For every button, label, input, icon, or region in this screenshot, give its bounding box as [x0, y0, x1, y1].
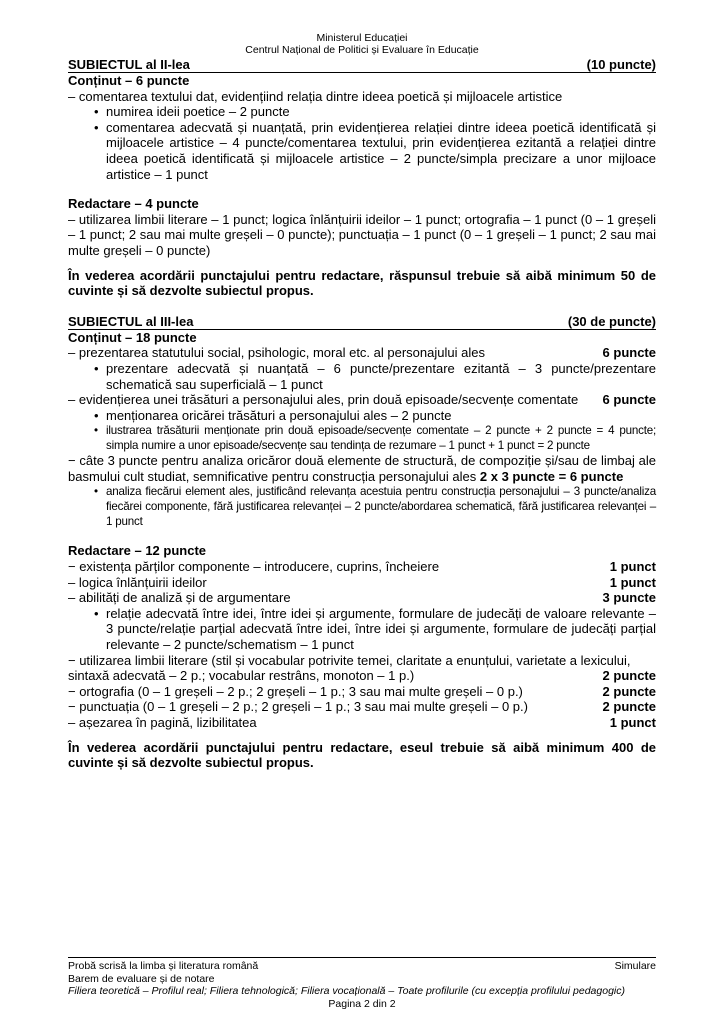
s3-criterion-2-bullet-2: • ilustrarea trăsăturii menționate prin două episoade/secvențe comentate – 2 puncte + 2 puncte = 4 puncte; simpla numire a unor episoade/secvențe sau tendința de rezumare – 1 punct + 1 punct = 2 puncte	[90, 423, 656, 453]
s3-criterion-2: – evidențierea unei trăsături a personajului ales, prin două episoade/secvențe comentate 6 puncte	[68, 392, 656, 408]
s3-redactare-title: Redactare – 12 puncte	[68, 543, 207, 559]
section-2-points: (10 puncte)	[586, 57, 656, 72]
s2-redactare-text: – utilizarea limbii literare – 1 punct; logica înlănțuirii ideilor – 1 punct; ortografia – 1 punct (0 – 1 greșeli – 1 punct; 2 sau mai multe greșeli – 0 puncte); punctuația – 1 punct (0 – 1 greșeli – 1 punct; 2 sau mai multe greșeli – 0 puncte)	[68, 211, 656, 258]
s2-content-title: Conținut – 6 puncte	[68, 73, 190, 88]
section-2-heading	[68, 57, 656, 73]
page-header	[68, 32, 656, 56]
s3-red-7: – așezarea în pagină, lizibilitatea 1 punct	[68, 715, 656, 730]
s3-criterion-3-points: 2 x 3 puncte = 6 puncte	[479, 468, 624, 484]
s2-bullet-1: • numirea ideii poetice – 2 puncte	[90, 104, 656, 120]
s2-bullet-2: • comentarea adecvată și nuanțată, prin evidențierea relației dintre ideea poetică identificată și mijloacele artistice – 4 puncte/comentarea textului, prin evidențierea ezitantă a relației dintre ideea poetică identificată și mijloacele artistice – 2 puncte/simpla precizare a unor mijloace artistice – 1 punct	[90, 120, 656, 182]
s3-red-4a: − utilizarea limbii literare (stil și vocabular potrivite temei, claritate a enunțului, varietate a lexicului,	[68, 652, 631, 668]
s3-red-2: – logica înlănțuirii ideilor 1 punct	[68, 574, 656, 590]
document-page	[68, 0, 656, 1024]
footer-barem: Barem de evaluare și de notare	[68, 972, 215, 985]
s3-criterion-3-bullet: • analiza fiecărui element ales, justificând relevanța acestuia pentru construcția personajului – 3 puncte/analiza fiecărei componente, fără justificarea relevanței – 2 puncte/abordarea schematică, fără justificarea relevanței – 1 punct	[90, 484, 656, 529]
s3-criterion-1-bullet: • prezentare adecvată și nuanțată – 6 puncte/prezentare ezitantă – 3 puncte/prezentare schematică sau superficială – 1 punct	[90, 361, 656, 392]
s3-content-title: Conținut – 18 puncte	[68, 329, 197, 345]
s3-criterion-1: – prezentarea statutului social, psihologic, moral etc. al personajului ales 6 puncte	[68, 345, 656, 361]
footer-page-number: Pagina 2 din 2	[328, 997, 396, 1010]
s3-note: În vederea acordării punctajului pentru redactare, eseul trebuie să aibă minimum 400 de cuvinte și să dezvolte subiectul propus.	[68, 739, 656, 771]
section-2-title: SUBIECTUL al II-lea	[68, 57, 190, 72]
ministry-name: Ministerul Educației	[316, 32, 408, 44]
footer-exam-name: Probă scrisă la limba și literatura română	[68, 960, 259, 972]
footer-simulare: Simulare	[614, 960, 656, 972]
s3-criterion-3: − câte 3 puncte pentru analiza oricăror două elemente de structură, de compoziție și/sau de limbaj ale basmului cult studiat, semnificative pentru construcția personajului ales 2 x 3 puncte = 6 puncte	[68, 453, 656, 484]
s3-red-1: − existența părților componente – introducere, cuprins, încheiere 1 punct	[68, 559, 656, 575]
s3-red-3-bullet: • relație adecvată între idei, între idei și argumente, formulare de judecăți de valoare relevante – 3 puncte/relație parțial adecvată între idei, între idei și argumente, formulare de judecăți parțial relevante – 2 puncte/schematism – 1 punct	[90, 606, 656, 653]
s3-red-5: − ortografia (0 – 1 greșeli – 2 p.; 2 greșeli – 1 p.; 3 sau mai multe greșeli – 0 p.) 2 puncte	[68, 683, 656, 699]
section-3-heading	[68, 314, 656, 330]
page-footer	[68, 957, 656, 1010]
section-3-title: SUBIECTUL al III-lea	[68, 313, 194, 329]
s3-red-6: − punctuația (0 – 1 greșeli – 2 p.; 2 greșeli – 1 p.; 3 sau mai multe greșeli – 0 p.) 2 puncte	[68, 699, 656, 715]
s2-note: În vederea acordării punctajului pentru redactare, răspunsul trebuie să aibă minimum 50 de cuvinte și să dezvolte subiectul propus.	[68, 267, 656, 299]
s2-redactare-title: Redactare – 4 puncte	[68, 196, 199, 212]
footer-filiera: Filiera teoretică – Profilul real; Filiera tehnologică; Filiera vocațională – Toate profilurile (cu excepția profilului pedagogic)	[68, 985, 625, 997]
s3-criterion-2-bullet-1: • menționarea oricărei trăsături a personajului ales – 2 puncte	[90, 408, 656, 424]
center-name: Centrul Național de Politici și Evaluare în Educație	[245, 44, 479, 56]
s3-red-3: – abilități de analiză și de argumentare 3 puncte	[68, 590, 656, 606]
s2-intro: – comentarea textului dat, evidențiind relația dintre ideea poetică și mijloacele artistice	[68, 88, 563, 104]
s3-red-4: sintaxă adecvată – 2 p.; vocabular restrâns, monoton – 1 p.) 2 puncte	[68, 668, 656, 684]
section-3-points: (30 de puncte)	[567, 313, 656, 329]
